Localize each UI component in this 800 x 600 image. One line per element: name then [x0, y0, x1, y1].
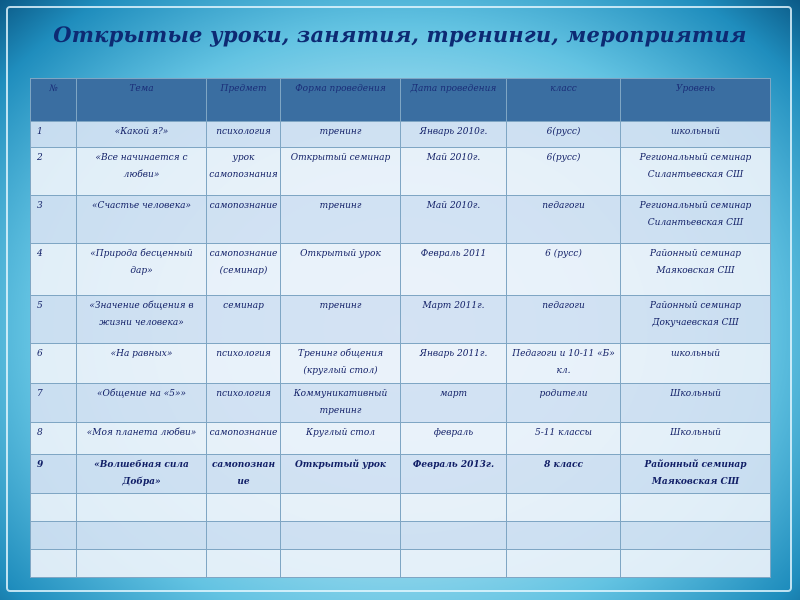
cell-level: школьный — [621, 122, 771, 148]
cell-class: родители — [507, 383, 621, 422]
cell-subject — [207, 521, 281, 549]
cell-topic — [77, 549, 207, 577]
cell-date: февраль — [401, 422, 507, 454]
cell-number: 4 — [31, 244, 77, 296]
cell-form — [281, 549, 401, 577]
cell-date — [401, 549, 507, 577]
header-class: класс — [507, 79, 621, 122]
cell-class — [507, 549, 621, 577]
table-row — [31, 244, 771, 296]
cell-form: тренинг — [281, 122, 401, 148]
cell-level — [621, 521, 771, 549]
header-date: Дата проведения — [401, 79, 507, 122]
cell-number: 8 — [31, 422, 77, 454]
cell-number: 3 — [31, 196, 77, 244]
cell-date: Февраль 2013г. — [401, 454, 507, 493]
cell-level: Районный семинар Маяковская СШ — [621, 244, 771, 296]
cell-form: Открытый семинар — [281, 148, 401, 196]
cell-form: тренинг — [281, 296, 401, 344]
table-row — [31, 422, 771, 454]
cell-number: 1 — [31, 122, 77, 148]
cell-number: 2 — [31, 148, 77, 196]
table-row — [31, 296, 771, 344]
cell-number — [31, 493, 77, 521]
cell-class: 6 (русс) — [507, 244, 621, 296]
cell-class: 5-11 классы — [507, 422, 621, 454]
cell-date: Май 2010г. — [401, 196, 507, 244]
cell-class: 6(русс) — [507, 148, 621, 196]
cell-class: 8 класс — [507, 454, 621, 493]
cell-number — [31, 549, 77, 577]
cell-topic: «Природа бесценный дар» — [77, 244, 207, 296]
table-row — [31, 122, 771, 148]
header-level: Уровень — [621, 79, 771, 122]
cell-form — [281, 521, 401, 549]
cell-number: 7 — [31, 383, 77, 422]
table-row — [31, 196, 771, 244]
header-subject: Предмет — [207, 79, 281, 122]
cell-subject: психология — [207, 344, 281, 383]
cell-subject: семинар — [207, 296, 281, 344]
cell-form: Круглый стол — [281, 422, 401, 454]
cell-class: 6(русс) — [507, 122, 621, 148]
cell-number: 5 — [31, 296, 77, 344]
cell-subject: урок самопознания — [207, 148, 281, 196]
cell-subject: самопознание — [207, 454, 281, 493]
table-header-row — [31, 79, 771, 122]
cell-form: Открытый урок — [281, 244, 401, 296]
header-number: № — [31, 79, 77, 122]
cell-level — [621, 549, 771, 577]
header-form: Форма проведения — [281, 79, 401, 122]
cell-form: Коммуникативный тренинг — [281, 383, 401, 422]
cell-subject — [207, 549, 281, 577]
cell-class: педагоги — [507, 196, 621, 244]
cell-subject: самопознание — [207, 422, 281, 454]
cell-level: Районный семинар Маяковская СШ — [621, 454, 771, 493]
cell-class: педагоги — [507, 296, 621, 344]
cell-level: Школьный — [621, 383, 771, 422]
cell-number: 9 — [31, 454, 77, 493]
cell-class: Педагоги и 10-11 «Б» кл. — [507, 344, 621, 383]
cell-form — [281, 493, 401, 521]
cell-topic: «На равных» — [77, 344, 207, 383]
cell-date — [401, 521, 507, 549]
cell-date — [401, 493, 507, 521]
events-table — [30, 78, 771, 578]
table-row — [31, 344, 771, 383]
header-topic: Тема — [77, 79, 207, 122]
cell-date: Январь 2010г. — [401, 122, 507, 148]
slide-title: Открытые уроки, занятия, тренинги, мероприятия — [53, 22, 747, 47]
cell-topic: «Все начинается с любви» — [77, 148, 207, 196]
table-row — [31, 549, 771, 577]
cell-number — [31, 521, 77, 549]
table-row — [31, 521, 771, 549]
cell-topic — [77, 521, 207, 549]
cell-level — [621, 493, 771, 521]
cell-form: Тренинг общения (круглый стол) — [281, 344, 401, 383]
cell-date: Январь 2011г. — [401, 344, 507, 383]
cell-level: Региональный семинар Силантьевская СШ — [621, 196, 771, 244]
cell-subject: самопознание(семинар) — [207, 244, 281, 296]
cell-date: Май 2010г. — [401, 148, 507, 196]
cell-subject: психология — [207, 383, 281, 422]
cell-form: Открытый урок — [281, 454, 401, 493]
cell-date: март — [401, 383, 507, 422]
cell-topic: «Какой я?» — [77, 122, 207, 148]
cell-class — [507, 521, 621, 549]
cell-number: 6 — [31, 344, 77, 383]
cell-topic: «Волшебная сила Добра» — [77, 454, 207, 493]
cell-topic — [77, 493, 207, 521]
cell-date: Февраль 2011 — [401, 244, 507, 296]
cell-date: Март 2011г. — [401, 296, 507, 344]
cell-subject: психология — [207, 122, 281, 148]
cell-topic: «Значение общения в жизни человека» — [77, 296, 207, 344]
table-row — [31, 383, 771, 422]
table-row — [31, 493, 771, 521]
cell-subject: самопознание — [207, 196, 281, 244]
cell-topic: «Общение на «5»» — [77, 383, 207, 422]
cell-level: Школьный — [621, 422, 771, 454]
cell-subject — [207, 493, 281, 521]
cell-level: Региональный семинар Силантьевская СШ — [621, 148, 771, 196]
cell-topic: «Моя планета любви» — [77, 422, 207, 454]
table-row — [31, 148, 771, 196]
cell-level: Районный семинар Докучаевская СШ — [621, 296, 771, 344]
table-row — [31, 454, 771, 493]
cell-level: школьный — [621, 344, 771, 383]
cell-topic: «Счастье человека» — [77, 196, 207, 244]
cell-class — [507, 493, 621, 521]
cell-form: тренинг — [281, 196, 401, 244]
